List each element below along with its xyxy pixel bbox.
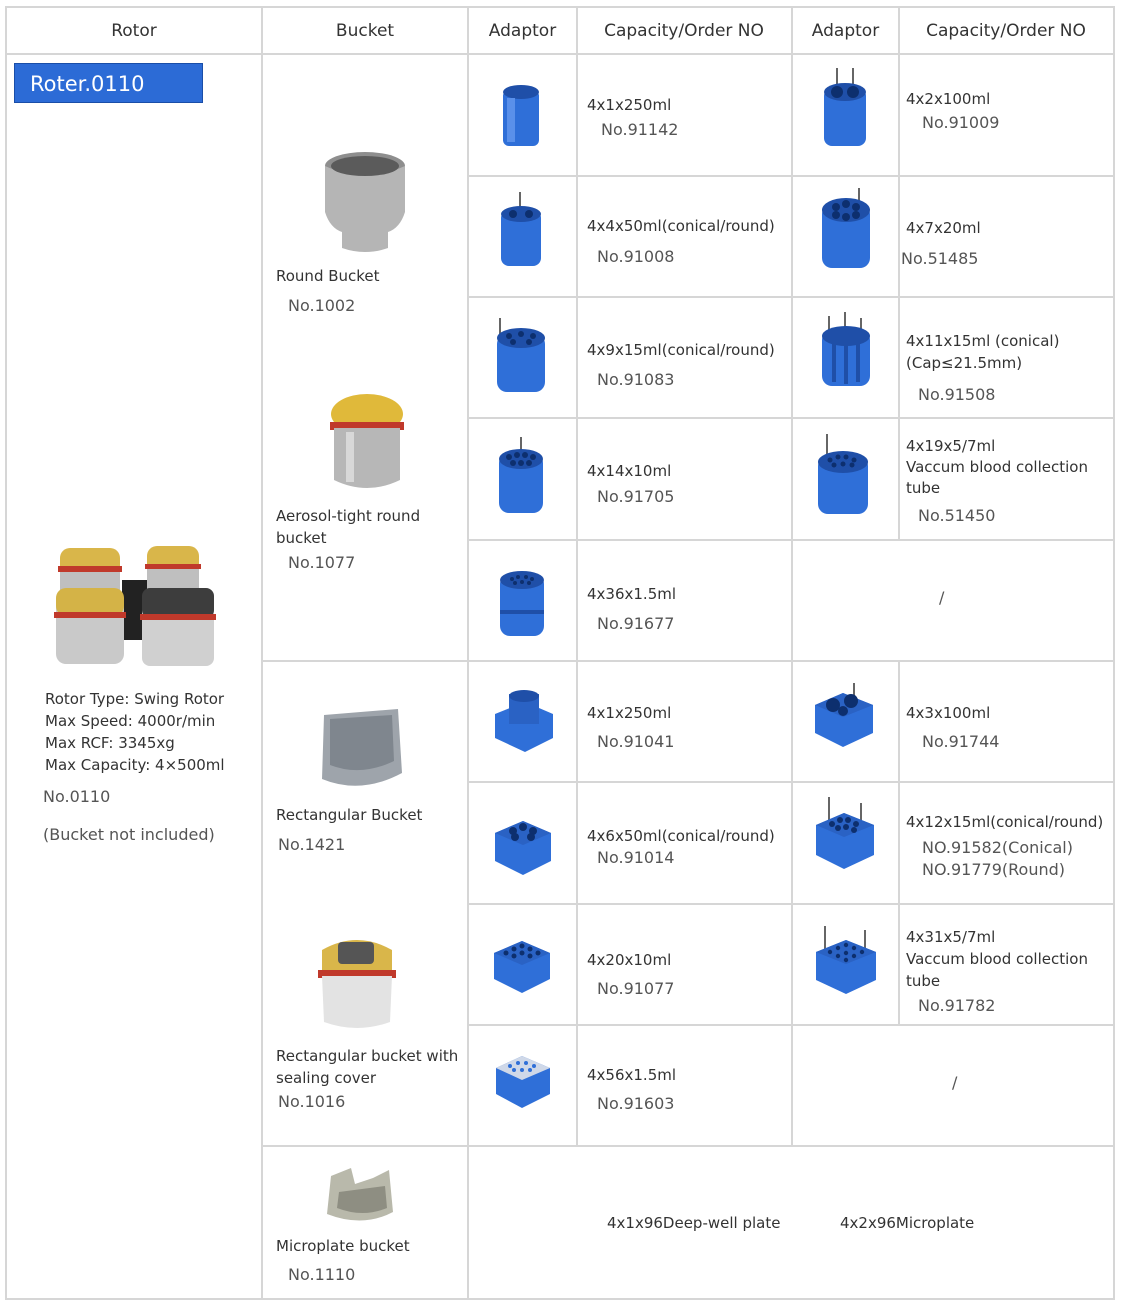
r2b-order-no: No.51485 xyxy=(901,249,979,268)
r1b-order-no: No.91009 xyxy=(922,113,1000,132)
adaptor-r8a-icon xyxy=(492,935,552,997)
r7a-capacity: 4x6x50ml(conical/round) xyxy=(587,827,775,845)
r3a-order-no: No.91083 xyxy=(597,370,675,389)
aerosol-bucket-no: No.1077 xyxy=(288,553,356,572)
microplate-bucket-image xyxy=(323,1162,397,1228)
sealed-bucket-image xyxy=(314,930,400,1034)
round-bucket-name: Round Bucket xyxy=(276,267,380,285)
rectangular-bucket-no: No.1421 xyxy=(278,835,346,854)
r6b-capacity: 4x3x100ml xyxy=(906,704,991,722)
r9a-order-no: No.91603 xyxy=(597,1094,675,1113)
header-capacity-2: Capacity/Order NO xyxy=(926,21,1086,41)
sealed-bucket-no: No.1016 xyxy=(278,1092,346,1111)
r2b-capacity: 4x7x20ml xyxy=(906,219,981,237)
microplate-deep-well: 4x1x96Deep-well plate xyxy=(607,1214,781,1232)
header-capacity-1: Capacity/Order NO xyxy=(604,21,764,41)
rotor-spec-speed: Max Speed: 4000r/min xyxy=(45,712,216,730)
r7b-order-no-2: NO.91779(Round) xyxy=(922,860,1066,879)
r8b-capacity-3: tube xyxy=(906,972,941,990)
sealed-bucket-name-1: Rectangular bucket with xyxy=(276,1047,459,1065)
r3b-capacity-1: 4x11x15ml (conical) xyxy=(906,332,1060,350)
microplate-bucket-no: No.1110 xyxy=(288,1265,356,1284)
r6a-order-no: No.91041 xyxy=(597,732,675,751)
r6a-capacity: 4x1x250ml xyxy=(587,704,672,722)
r7b-order-no-1: NO.91582(Conical) xyxy=(922,838,1073,857)
r8a-order-no: No.91077 xyxy=(597,979,675,998)
adaptor-r4b-icon xyxy=(814,434,872,518)
adaptor-r2a-icon xyxy=(497,192,545,270)
r4b-capacity-2: Vaccum blood collection xyxy=(906,458,1088,476)
r5a-order-no: No.91677 xyxy=(597,614,675,633)
adaptor-r8b-icon xyxy=(814,926,878,998)
round-bucket-no: No.1002 xyxy=(288,296,356,315)
adaptor-r1b-icon xyxy=(820,68,870,150)
header-rotor: Rotor xyxy=(111,21,157,41)
adaptor-r7b-icon xyxy=(814,797,876,873)
microplate-bucket-name: Microplate bucket xyxy=(276,1237,410,1255)
r5b-empty: / xyxy=(939,588,945,607)
r1a-order-no: No.91142 xyxy=(601,120,679,139)
r3b-order-no: No.91508 xyxy=(918,385,996,404)
r9a-capacity: 4x56x1.5ml xyxy=(587,1066,677,1084)
r4b-capacity-1: 4x19x5/7ml xyxy=(906,437,996,455)
r1a-capacity: 4x1x250ml xyxy=(587,96,672,114)
r2a-capacity: 4x4x50ml(conical/round) xyxy=(587,217,775,235)
rotor-spec-type: Rotor Type: Swing Rotor xyxy=(45,690,225,708)
r4a-capacity: 4x14x10ml xyxy=(587,462,672,480)
adaptor-r3a-icon xyxy=(493,318,549,394)
r4a-order-no: No.91705 xyxy=(597,487,675,506)
adaptor-r5a-icon xyxy=(496,570,548,640)
r2a-order-no: No.91008 xyxy=(597,247,675,266)
adaptor-r1a-icon xyxy=(497,82,545,150)
aerosol-bucket-name-1: Aerosol-tight round xyxy=(276,507,421,525)
adaptor-r9a-icon xyxy=(494,1050,552,1112)
rotor-note: (Bucket not included) xyxy=(43,825,215,844)
header-adaptor-1: Adaptor xyxy=(488,21,557,41)
r5a-capacity: 4x36x1.5ml xyxy=(587,585,677,603)
r4b-order-no: No.51450 xyxy=(918,506,996,525)
r8a-capacity: 4x20x10ml xyxy=(587,951,672,969)
rotor-image xyxy=(52,540,222,670)
r8b-capacity-1: 4x31x5/7ml xyxy=(906,928,996,946)
header-adaptor-2: Adaptor xyxy=(811,21,880,41)
r8b-capacity-2: Vaccum blood collection xyxy=(906,950,1088,968)
header-bucket: Bucket xyxy=(335,21,395,41)
adaptor-r4a-icon xyxy=(495,437,547,517)
r9b-empty: / xyxy=(952,1073,958,1092)
adaptor-r6a-icon xyxy=(493,688,555,754)
rotor-badge: Roter.0110 xyxy=(14,63,203,103)
adaptor-r2b-icon xyxy=(818,188,874,272)
r6b-order-no: No.91744 xyxy=(922,732,1000,751)
r3a-capacity: 4x9x15ml(conical/round) xyxy=(587,341,775,359)
r4b-capacity-3: tube xyxy=(906,479,941,497)
r1b-capacity: 4x2x100ml xyxy=(906,90,991,108)
aerosol-bucket-image xyxy=(326,392,408,496)
rotor-order-no: No.0110 xyxy=(43,787,111,806)
r8b-order-no: No.91782 xyxy=(918,996,996,1015)
rotor-spec-capacity: Max Capacity: 4×500ml xyxy=(45,756,225,774)
adaptor-r3b-icon xyxy=(818,312,874,390)
r7b-capacity: 4x12x15ml(conical/round) xyxy=(906,813,1104,831)
rotor-spec-rcf: Max RCF: 3345xg xyxy=(45,734,175,752)
adaptor-r7a-icon xyxy=(493,815,553,879)
r7a-order-no: No.91014 xyxy=(597,848,675,867)
aerosol-bucket-name-2: bucket xyxy=(276,529,327,547)
rectangular-bucket-name: Rectangular Bucket xyxy=(276,806,423,824)
r3b-capacity-2: (Cap≤21.5mm) xyxy=(906,354,1023,372)
microplate-micro: 4x2x96Microplate xyxy=(840,1214,975,1232)
rectangular-bucket-image xyxy=(316,703,406,795)
round-bucket-image xyxy=(320,150,410,255)
adaptor-r6b-icon xyxy=(813,683,875,751)
sealed-bucket-name-2: sealing cover xyxy=(276,1069,377,1087)
